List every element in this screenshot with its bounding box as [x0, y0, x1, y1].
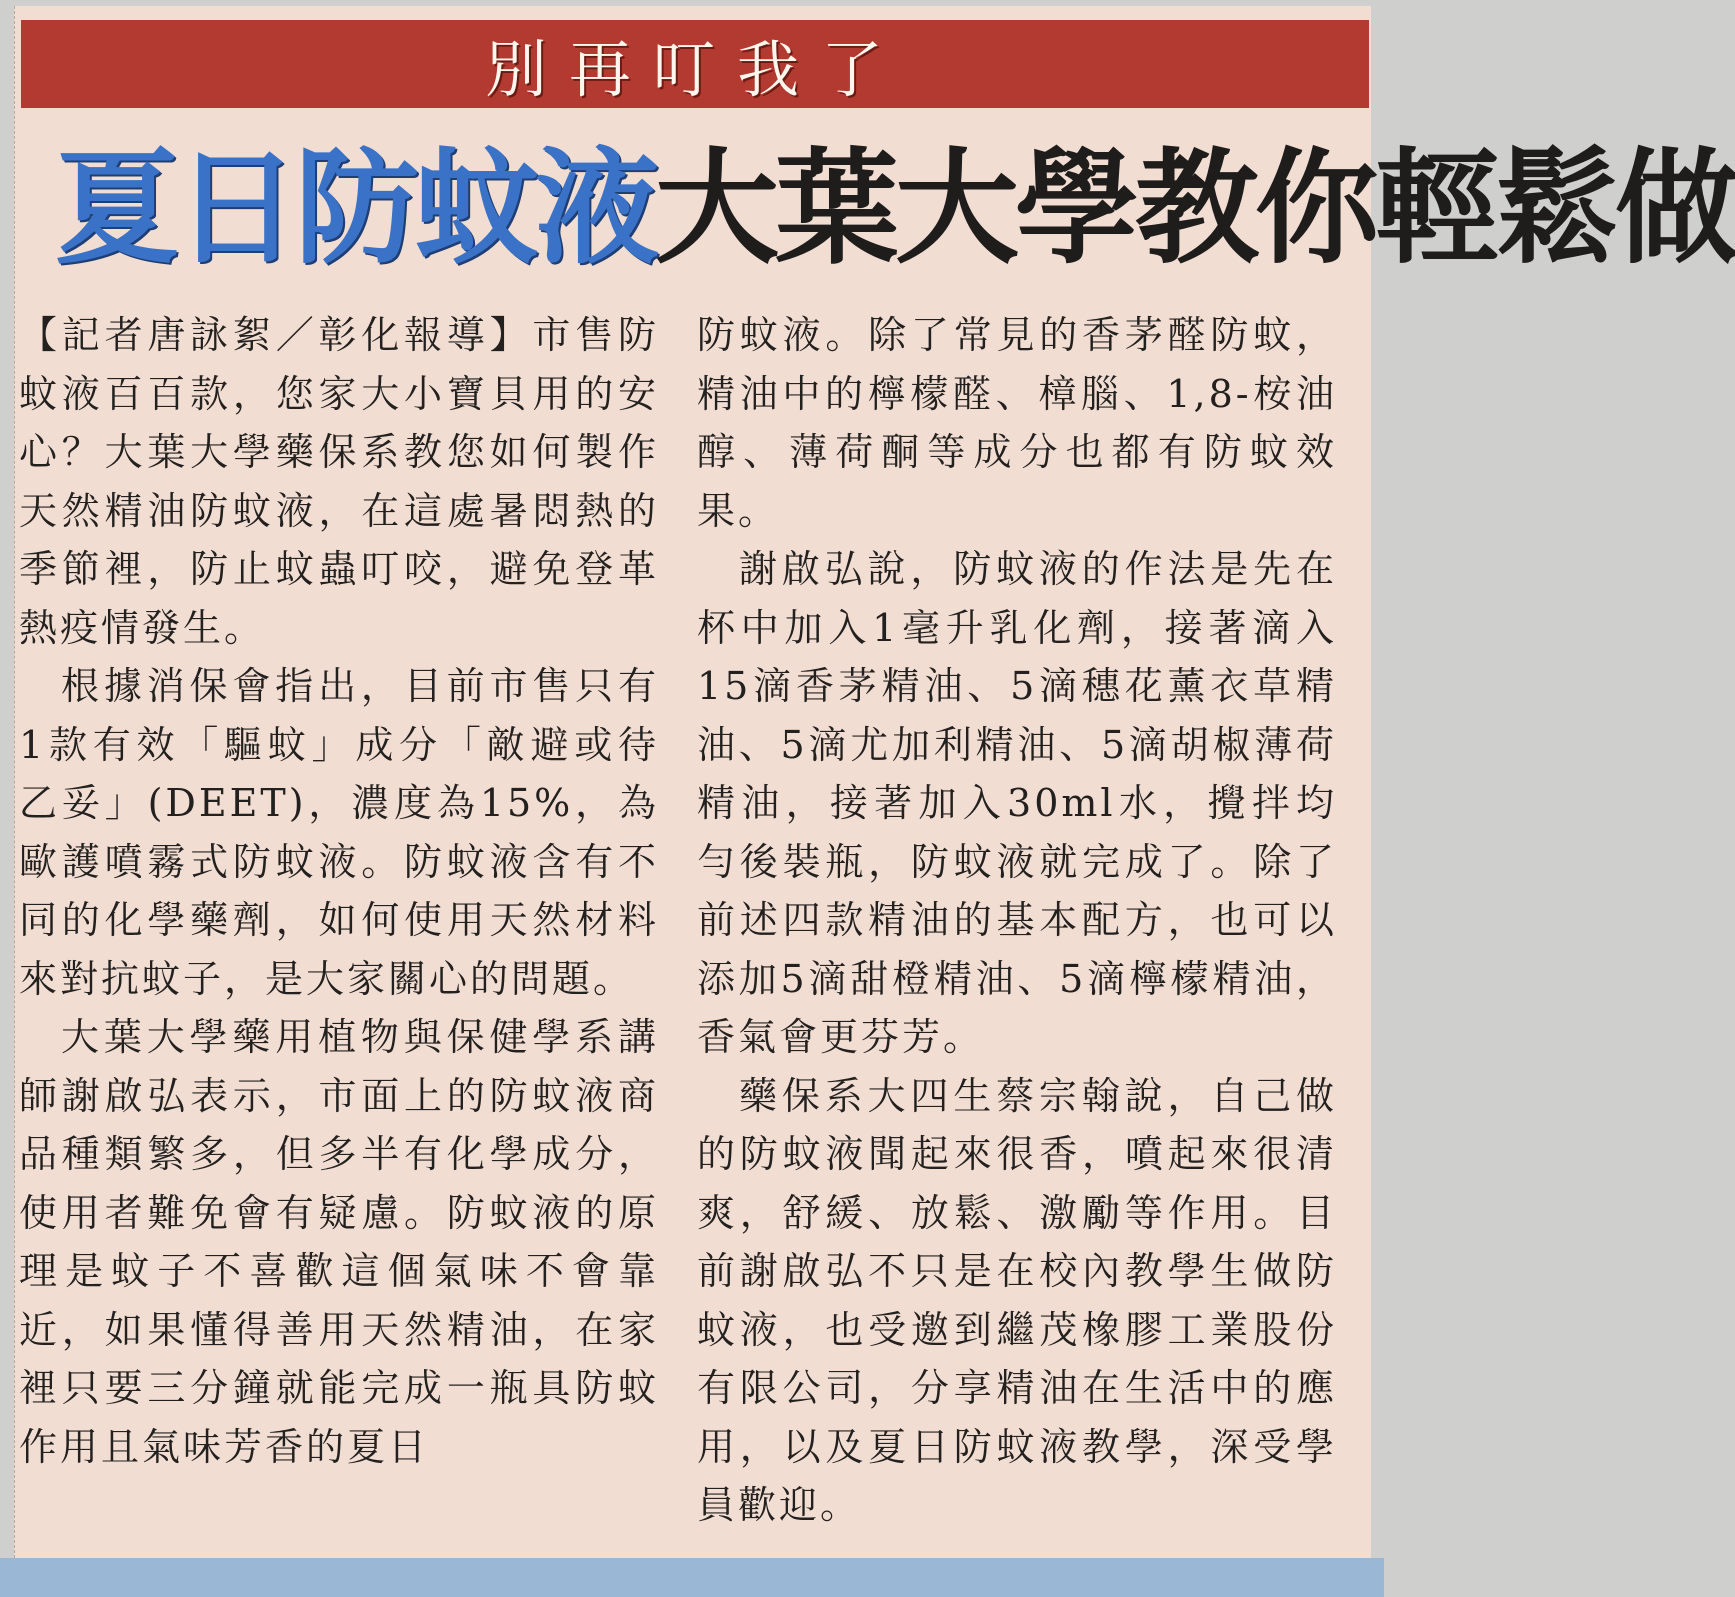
scan-bottom-strip	[0, 1558, 1384, 1597]
headline-part1: 夏日防蚊液	[55, 136, 656, 281]
paragraph-lead: 【記者唐詠絮／彰化報導】市售防蚊液百百款，您家大小寶貝用的安心？大葉大學藥保系教您如何製作天然精油防蚊液，在這處暑悶熱的季節裡，防止蚊蟲叮咬，避免登革熱疫情發生。	[19, 313, 659, 650]
headline	[55, 124, 1735, 294]
paragraph-continued: 防蚊液。除了常見的香茅醛防蚊，精油中的檸檬醛、樟腦、1,8-桉油醇、薄荷酮等成分也都有防蚊效果。	[697, 313, 1337, 533]
newspaper-clipping	[14, 6, 1735, 1558]
paragraph: 根據消保會指出，目前市售只有1款有效「驅蚊」成分「敵避或待乙妥」(DEET)，濃度為15%，為歐護噴霧式防蚊液。防蚊液含有不同的化學藥劑，如何使用天然材料來對抗蚊子，是大家關心的問題。	[19, 664, 659, 1001]
article-body	[15, 306, 1371, 1556]
article-column-right	[697, 306, 1337, 1556]
paragraph: 謝啟弘說，防蚊液的作法是先在杯中加入1毫升乳化劑，接著滴入15滴香茅精油、5滴穗花薰衣草精油、5滴尤加利精油、5滴胡椒薄荷精油，接著加入30ml水，攪拌均勻後裝瓶，防蚊液就完成了。除了前述四款精油的基本配方，也可以添加5滴甜橙精油、5滴檸檬精油，香氣會更芬芳。	[697, 547, 1337, 1059]
banner-title: 別再叮我了	[484, 32, 905, 106]
article-column-left	[19, 306, 659, 1556]
paragraph: 藥保系大四生蔡宗翰說，自己做的防蚊液聞起來很香，噴起來很清爽，舒緩、放鬆、激勵等作用。目前謝啟弘不只是在校內教學生做防蚊液，也受邀到繼茂橡膠工業股份有限公司，分享精油在生活中的應用，以及夏日防蚊液教學，深受學員歡迎。	[697, 1073, 1337, 1527]
paragraph: 大葉大學藥用植物與保健學系講師謝啟弘表示，市面上的防蚊液商品種類繁多，但多半有化學成分，使用者難免會有疑慮。防蚊液的原理是蚊子不喜歡這個氣味不會靠近，如果懂得善用天然精油，在家裡只要三分鐘就能完成一瓶具防蚊作用且氣味芳香的夏日	[19, 1015, 659, 1469]
headline-part2: 大葉大學教你輕鬆做	[655, 136, 1735, 281]
section-banner	[21, 20, 1369, 108]
